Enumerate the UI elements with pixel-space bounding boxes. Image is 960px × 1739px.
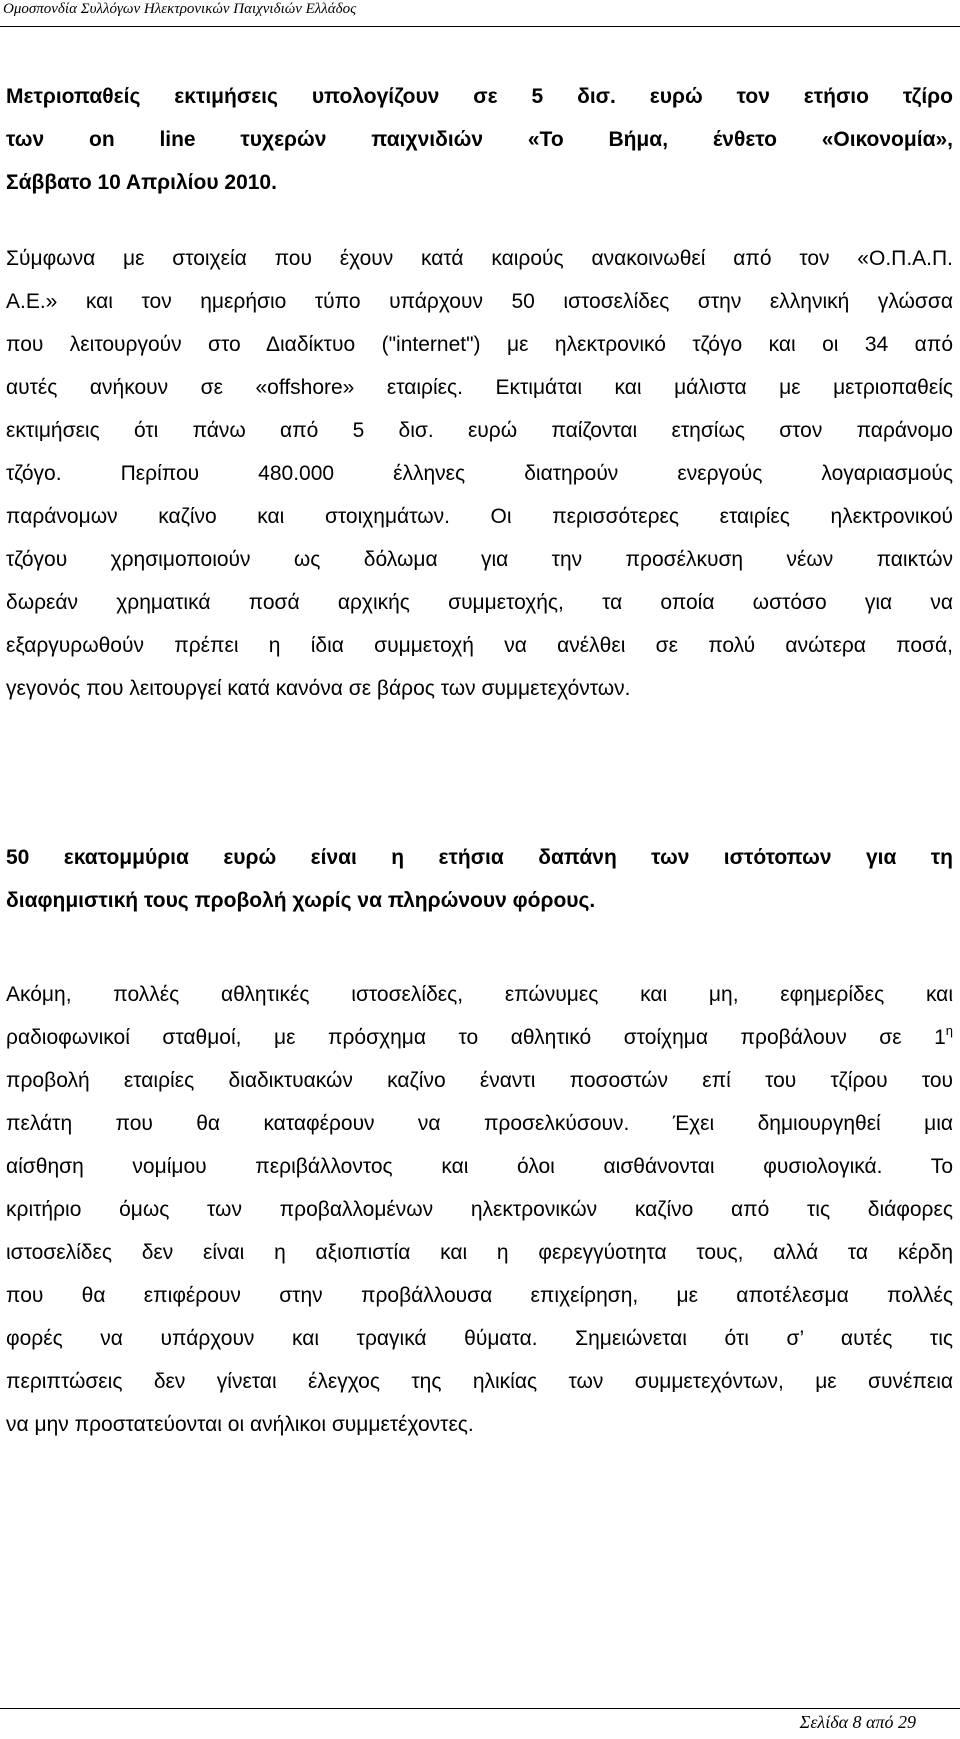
bold-statement	[6, 836, 953, 922]
paragraph-line: φορές να υπάρχουν και τραγικά θύματα. Σημειώνεται ότι σ’ αυτές τις	[6, 1327, 953, 1350]
article-title	[6, 75, 953, 204]
paragraph-line: γεγονός που λειτουργεί κατά κανόνα σε βάρος των συμμετεχόντων.	[6, 677, 631, 700]
paragraph-line: ιστοσελίδες δεν είναι η αξιοπιστία και η φερεγγύοτητα τους, αλλά τα κέρδη	[6, 1241, 953, 1264]
paragraph-line: περιπτώσεις δεν γίνεται έλεγχος της ηλικίας των συμμετεχόντων, με συνέπεια	[6, 1370, 953, 1393]
paragraph-statistics	[6, 237, 953, 710]
paragraph-line: αυτές ανήκουν σε «offshore» εταιρίες. Εκτιμάται και μάλιστα με μετριοπαθείς	[6, 376, 953, 399]
paragraph-line: να μην προστατεύονται οι ανήλικοι συμμετέχοντες.	[6, 1413, 474, 1436]
paragraph-line: δωρεάν χρηματικά ποσά αρχικής συμμετοχής, τα οποία ωστόσο για να	[6, 591, 953, 614]
paragraph-line: αίσθηση νομίμου περιβάλλοντος και όλοι αισθάνονται φυσιολογικά. Το	[6, 1155, 953, 1178]
paragraph-line: κριτήριο όμως των προβαλλομένων ηλεκτρονικών καζίνο από τις διάφορες	[6, 1198, 953, 1221]
paragraph-line: παράνομων καζίνο και στοιχημάτων. Οι περισσότερες εταιρίες ηλεκτρονικού	[6, 505, 953, 528]
title-line: Μετριοπαθείς εκτιμήσεις υπολογίζουν σε 5 δισ. ευρώ τον ετήσιο τζίρο	[6, 85, 953, 108]
footer-divider	[0, 1708, 960, 1709]
bold-line: διαφημιστική τους προβολή χωρίς να πληρώνουν φόρους.	[6, 889, 596, 912]
paragraph-line-text: ραδιοφωνικοί σταθμοί, με πρόσχημα το αθλητικό στοίχημα προβάλουν σε 1	[6, 1026, 946, 1049]
page-number: Σελίδα 8 από 29	[799, 1712, 916, 1732]
paragraph-line: τζόγου χρησιμοποιούν ως δόλωμα για την προσέλκυση νέων παικτών	[6, 548, 953, 571]
paragraph-line: εξαργυρωθούν πρέπει η ίδια συμμετοχή να ανέλθει σε πολύ ανώτερα ποσά,	[6, 634, 953, 657]
header-divider	[0, 26, 960, 27]
paragraph-line: Ακόμη, πολλές αθλητικές ιστοσελίδες, επώνυμες και μη, εφημερίδες και	[6, 983, 953, 1006]
title-line: των on line τυχερών παιχνιδιών «Το Βήμα, ένθετο «Οικονομία»,	[6, 128, 953, 151]
paragraph-line: προβολή εταιρίες διαδικτυακών καζίνο έναντι ποσοστών επί του τζίρου του	[6, 1069, 953, 1092]
paragraph-advertising	[6, 973, 953, 1446]
ordinal-superscript: η	[945, 1023, 953, 1038]
paragraph-line: Α.Ε.» και τον ημερήσιο τύπο υπάρχουν 50 ιστοσελίδες στην ελληνική γλώσσα	[6, 290, 953, 313]
paragraph-line: που λειτουργούν στο Διαδίκτυο ("internet") με ηλεκτρονικό τζόγο και οι 34 από	[6, 333, 953, 356]
title-line: Σάββατο 10 Απριλίου 2010.	[6, 171, 277, 194]
paragraph-line: τζόγο. Περίπου 480.000 έλληνες διατηρούν ενεργούς λογαριασμούς	[6, 462, 953, 485]
paragraph-line: που θα επιφέρουν στην προβάλλουσα επιχείρηση, με αποτέλεσμα πολλές	[6, 1284, 953, 1307]
paragraph-line: Σύμφωνα με στοιχεία που έχουν κατά καιρούς ανακοινωθεί από τον «Ο.Π.Α.Π.	[6, 247, 953, 270]
running-header: Ομοσπονδία Συλλόγων Ηλεκτρονικών Παιχνιδιών Ελλάδος	[3, 1, 357, 17]
paragraph-line-with-superscript	[6, 1016, 953, 1059]
paragraph-line: πελάτη που θα καταφέρουν να προσελκύσουν. Έχει δημιουργηθεί μια	[6, 1112, 953, 1135]
paragraph-line: εκτιμήσεις ότι πάνω από 5 δισ. ευρώ παίζονται ετησίως στον παράνομο	[6, 419, 953, 442]
bold-line: 50 εκατομμύρια ευρώ είναι η ετήσια δαπάνη των ιστότοπων για τη	[6, 846, 953, 869]
